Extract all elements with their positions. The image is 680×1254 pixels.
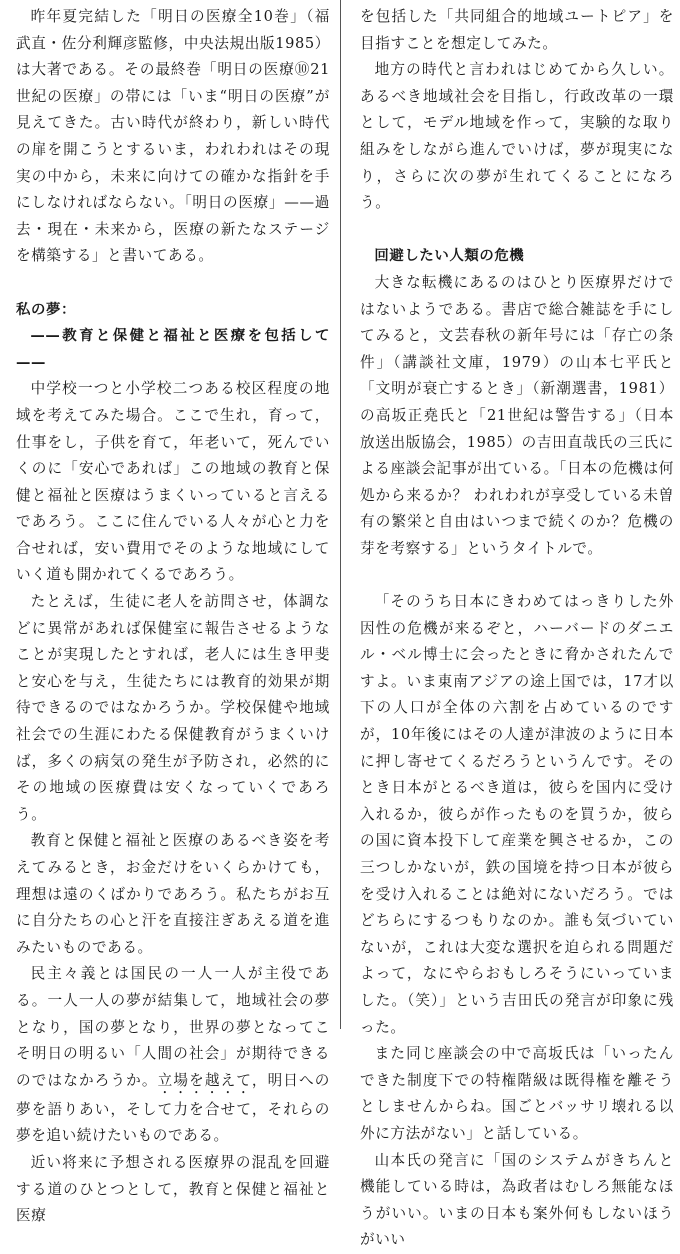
paragraph-future: 近い将来に予想される医療界の混乱を回避する道のひとつとして，教育と保健と福祉と医療 xyxy=(16,1153,330,1225)
paragraph-quote-yoshida: 「そのうち日本にきわめてはっきりした外因性の危機が来るぞと，ハーバードのダニエル・ベル博士に会ったときに脅かされたんですよ。いま東南アジアの途上国では，17才以下の人口が全体の六割を占めているのですが，10年後にはその人達が津波のように日本に押し寄せてくるだろうというんです。そのとき日本がとるべき道は，彼らを国内に受け入れるか，彼らが作ったものを買うか，彼らの国に資本投下して産業を興させるか，この三つしかないが，鉄の国境を持つ日本が彼らを受け入れることは絶対にないだろう。ではどちらにするつもりなのか。誰も気づいていないが，これは大変な選択を迫られる問題だよって，なにやらおもしろそうにいっていました。（笑）」という吉田氏の発言が印象に残った。 xyxy=(360,593,674,1036)
paragraph-democracy-b: ，明日への夢を語りあい，そして力を合せて，それらの夢を追い続けたいものである。 xyxy=(16,1071,330,1145)
right-column xyxy=(360,4,674,1254)
paragraph-community: 中学校一つと小学校二つある校区程度の地域を考えてみた場合。ここで生れ，育って，仕事をし，子供を育て，年老いて，死んでいくのに「安心であれば」この地域の教育と保健と福祉と医療はうまくいっていると言えるであろう。ここに住んでいる人々が心と力を合せれば，安い費用でそのような地域にしていく道も開かれてくるであろう。 xyxy=(16,380,330,584)
paragraph-continuation: を包括した「共同組合的地域ユートピア」を目指すことを想定してみた。 xyxy=(360,8,674,52)
spacer xyxy=(360,217,674,244)
emphasized-phrase: 立場を越えて xyxy=(157,1071,252,1089)
section-title-my-dream: 私の夢： xyxy=(16,301,76,318)
section-subtitle: ——教育と保健と福祉と医療を包括して—— xyxy=(16,328,330,371)
paragraph-ideal: 教育と保健と福祉と医療のあるべき姿を考えてみるとき，お金だけをいくらかけても，理想は遠のくばかりであろう。私たちがお互に自分たちの心と汗を直接注ぎあえる道を進みたいものである。 xyxy=(16,832,330,956)
paragraph-intro: 昨年夏完結した「明日の医療全10巻」（福武直・佐分利輝彦監修，中央法規出版1985）は大著である。その最終巻「明日の医療⑩21世紀の医療」の帯には「いま“明日の医療”が見えてきた。古い時代が終わり，新しい時代の扉を開こうとするいま，われわれはその現実の中から，未来に向けての確かな指針を手にしなければならない。「明日の医療」——過去・現在・未来から，医療の新たなステージを構築する」と書いてある。 xyxy=(16,8,330,265)
column-divider xyxy=(340,0,341,1029)
paragraph-example: たとえば，生徒に老人を訪問させ，体調などに異常があれば保健室に報告させるようなことが実現したとすれば，老人には生き甲斐と安心を与え，生徒たちには教育的効果が期待できるのではなかろうか。学校保健や地域社会での生涯にわたる保健教育がうまくいけば，多くの病気の発生が予防され，必然的にその地域の医療費は安くなっていくであろう。 xyxy=(16,593,330,823)
paragraph-turning-point: 大きな転機にあるのはひとり医療界だけではないようである。書店で総合雑誌を手にしてみると，文芸春秋の新年号には「存亡の条件」（講談社文庫，1979）の山本七平氏と「文明が衰亡するとき」（新潮選書，1981）の高坂正堯氏と「21世紀は警告する」（日本放送出版協会，1985）の吉田直哉氏の三氏による座談会記事が出ている。「日本の危機は何処から来るか？ われわれが享受している未曽有の繁栄と自由はいつまで続くのか？危機の芽を考察する」というタイトルで。 xyxy=(360,273,674,557)
paragraph-democracy xyxy=(16,961,330,1150)
section-title-crisis: 回避したい人類の危機 xyxy=(374,248,525,265)
paragraph-local-era: 地方の時代と言われはじめてから久しい。あるべき地域社会を目指し，行政改革の一環として，モデル地域を作って，実験的な取り組みをしながら進んでいけば，夢が現実になり，さらに次の夢が生れてくることになろう。 xyxy=(360,61,674,212)
paragraph-quote-yamamoto: 山本氏の発言に「国のシステムがきちんと機能している時は，為政者はむしろ無能なほうがいい。いまの日本も案外何もしないほうがいい xyxy=(360,1151,674,1249)
spacer xyxy=(360,562,674,589)
left-column xyxy=(16,4,330,1230)
paragraph-democracy-a: 民主々義とは国民の一人一人が主役である。一人一人の夢が結集して，地域社会の夢となり，国の夢となり，世界の夢となってこそ明日の明るい「人間の社会」が期待できるのではなかろうか。 xyxy=(16,965,330,1089)
spacer xyxy=(16,270,330,297)
paragraph-quote-kosaka: また同じ座談会の中で高坂氏は「いったんできた制度下での特権階級は既得権を離そうとしませんからね。国ごとバッサリ壊れる以外に方法がない」と話している。 xyxy=(360,1045,674,1142)
